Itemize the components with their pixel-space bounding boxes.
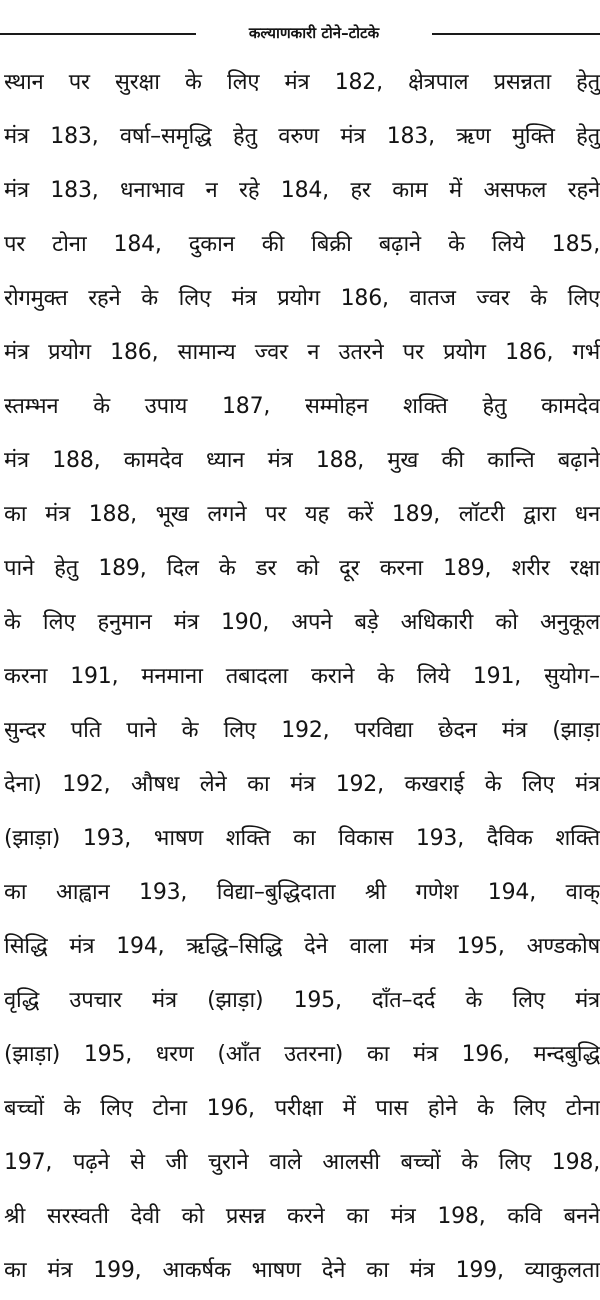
text-line: सुन्दर पति पाने के लिए 192, परविद्या छेदन मंत्र (झाड़ा	[4, 718, 600, 743]
text-line: 197, पढ़ने से जी चुराने वाले आलसी बच्चों के लिए 198,	[4, 1150, 600, 1175]
text-line: श्री सरस्वती देवी को प्रसन्न करने का मंत्र 198, कवि बनने	[4, 1204, 600, 1229]
text-line: का मंत्र 188, भूख लगने पर यह करें 189, लॉटरी द्वारा धन	[4, 502, 600, 527]
page-header	[0, 6, 600, 46]
text-line: मंत्र 183, वर्षा–समृद्धि हेतु वरुण मंत्र 183, ऋण मुक्ति हेतु	[4, 124, 600, 149]
text-line: का आह्वान 193, विद्या–बुद्धिदाता श्री गणेश 194, वाक्	[4, 880, 600, 905]
index-paragraph	[4, 58, 600, 1300]
text-line: स्तम्भन के उपाय 187, सम्मोहन शक्ति हेतु कामदेव	[4, 394, 600, 419]
text-line: पाने हेतु 189, दिल के डर को दूर करना 189, शरीर रक्षा	[4, 556, 600, 581]
text-line: सिद्धि मंत्र 194, ऋद्धि–सिद्धि देने वाला मंत्र 195, अण्डकोष	[4, 934, 600, 959]
text-line: के लिए हनुमान मंत्र 190, अपने बड़े अधिकारी को अनुकूल	[4, 610, 600, 635]
header-rule-right	[432, 33, 600, 35]
text-line: (झाड़ा) 193, भाषण शक्ति का विकास 193, दैविक शक्ति	[4, 826, 600, 851]
text-line: (झाड़ा) 195, धरण (आँत उतरना) का मंत्र 196, मन्दबुद्धि	[4, 1042, 600, 1067]
text-line: पर टोना 184, दुकान की बिक्री बढ़ाने के लिये 185,	[4, 232, 600, 257]
text-line: करना 191, मनमाना तबादला कराने के लिये 191, सुयोग–	[4, 664, 600, 689]
text-line: रोगमुक्त रहने के लिए मंत्र प्रयोग 186, वातज ज्वर के लिए	[4, 286, 600, 311]
text-line: मंत्र 188, कामदेव ध्यान मंत्र 188, मुख की कान्ति बढ़ाने	[4, 448, 600, 473]
text-line: मंत्र प्रयोग 186, सामान्य ज्वर न उतरने पर प्रयोग 186, गर्भ	[4, 340, 600, 365]
text-line: बच्चों के लिए टोना 196, परीक्षा में पास होने के लिए टोना	[4, 1096, 600, 1121]
text-line: वृद्धि उपचार मंत्र (झाड़ा) 195, दाँत–दर्द के लिए मंत्र	[4, 988, 600, 1013]
text-line: मंत्र 183, धनाभाव न रहे 184, हर काम में असफल रहने	[4, 178, 600, 203]
text-line: देना) 192, औषध लेने का मंत्र 192, कखराई के लिए मंत्र	[4, 772, 600, 797]
text-line: स्थान पर सुरक्षा के लिए मंत्र 182, क्षेत्रपाल प्रसन्नता हेतु	[4, 70, 600, 95]
header-rule-left	[0, 33, 196, 35]
text-line: का मंत्र 199, आकर्षक भाषण देने का मंत्र 199, व्याकुलता	[4, 1258, 600, 1283]
running-title: कल्याणकारी टोने–टोटके	[248, 24, 380, 42]
